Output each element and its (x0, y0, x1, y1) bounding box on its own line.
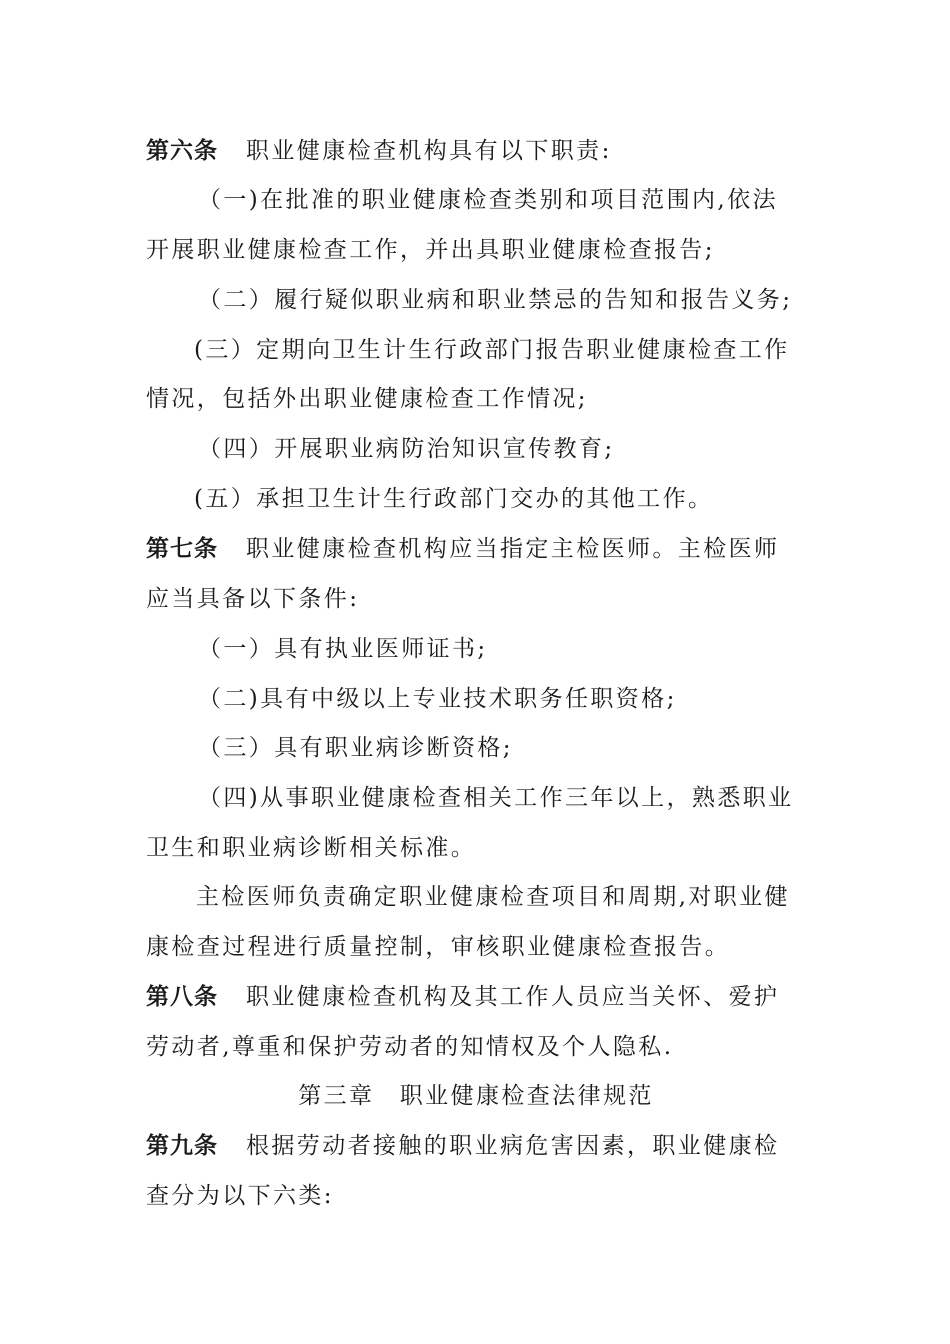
article8-label: 第八条 (146, 984, 218, 1010)
article7-text-line1: 职业健康检查机构应当指定主检医师。主检医师 (246, 536, 780, 562)
article7-paragraph-line2: 康检查过程进行质量控制，审核职业健康检查报告。 (146, 934, 731, 960)
article7-item1: （一）具有执业医师证书; (198, 636, 488, 662)
article6-text: 职业健康检查机构具有以下职责: (246, 138, 612, 164)
article9-text-line1: 根据劳动者接触的职业病危害因素，职业健康检 (246, 1133, 780, 1159)
article7-label: 第七条 (146, 536, 218, 562)
article6-label: 第六条 (146, 138, 218, 164)
article7-item4-line1: （四)从事职业健康检查相关工作三年以上，熟悉职业 (198, 785, 794, 811)
article6-item3-line1: (三）定期向卫生计生行政部门报告职业健康检查工作 (194, 337, 790, 363)
article8-heading (146, 982, 806, 1012)
article7-item2: （二)具有中级以上专业技术职务任职资格; (198, 686, 677, 712)
article8-text-line2: 劳动者,尊重和保护劳动者的知情权及个人隐私. (146, 1034, 674, 1060)
article7-text-line2: 应当具备以下条件: (146, 586, 360, 612)
article9-text-line2: 查分为以下六类: (146, 1183, 334, 1209)
article7-paragraph-line1: 主检医师负责确定职业健康检查项目和周期,对职业健 (196, 884, 790, 910)
article9-heading (146, 1131, 806, 1161)
article6-item5: (五）承担卫生计生行政部门交办的其他工作。 (194, 486, 714, 512)
article9-label: 第九条 (146, 1133, 218, 1159)
article7-item3: （三）具有职业病诊断资格; (198, 735, 513, 761)
article6-item2: （二）履行疑似职业病和职业禁忌的告知和报告义务; (198, 287, 793, 313)
article6-item1-line1: （一)在批准的职业健康检查类别和项目范围内,依法 (198, 187, 778, 213)
article6-item4: （四）开展职业病防治知识宣传教育; (198, 436, 615, 462)
article6-heading (146, 136, 806, 166)
article6-item1-line2: 开展职业健康检查工作，并出具职业健康检查报告; (146, 237, 715, 263)
article7-heading (146, 534, 806, 564)
article7-item4-line2: 卫生和职业病诊断相关标准。 (146, 835, 477, 861)
article8-text-line1: 职业健康检查机构及其工作人员应当关怀、爱护 (246, 984, 780, 1010)
article6-item3-line2: 情况，包括外出职业健康检查工作情况; (146, 386, 588, 412)
chapter3-title: 第三章 职业健康检查法律规范 (298, 1083, 654, 1109)
